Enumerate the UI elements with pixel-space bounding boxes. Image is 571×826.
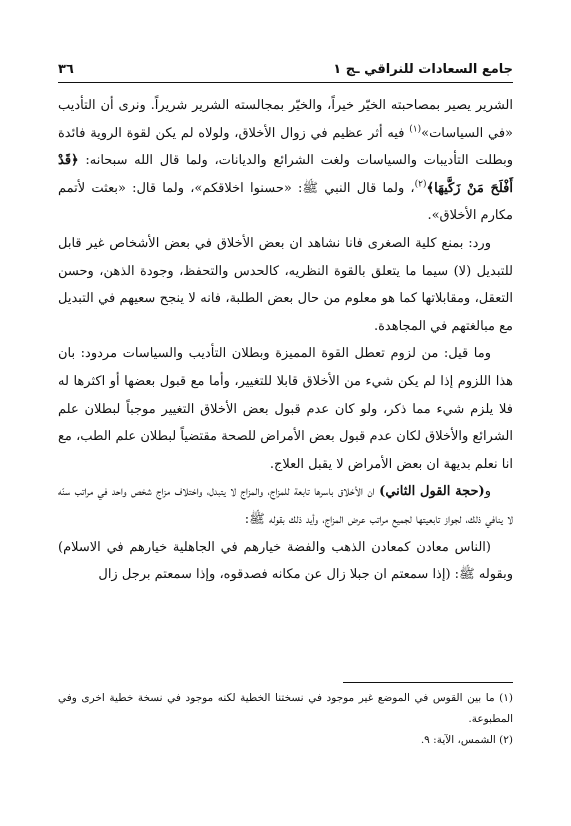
header-rule bbox=[58, 82, 513, 83]
paragraph-4-text: ان الأخلاق باسرها تابعة للمزاج، والمزاج لا يتبدل، واختلاف مزاج شخص واحد في مراتب سنّه لا ينافي ذلك، لجواز تابعيتها لجميع مراتب عرض المزاج، وأيد ذلك بقوله ﷺ: bbox=[58, 484, 513, 527]
running-header bbox=[58, 58, 513, 80]
paragraph-4 bbox=[58, 478, 513, 533]
book-title: جامع السعادات للنراقي ـج ١ bbox=[333, 61, 513, 77]
footnote-rule bbox=[343, 682, 513, 683]
paragraph-4-prefix: و bbox=[484, 484, 491, 500]
quran-verse: ﴿قَدْ أَفْلَحَ مَنْ زَكَّيهَا﴾ bbox=[58, 153, 513, 196]
paragraph-1-part-a: الشرير يصير بمصاحبته الخيّر خيراً، والخيّر بمجالسته الشرير شريراً. ونرى أن التأديب «في السياسات» bbox=[58, 98, 513, 141]
paragraph-3: وما قيل: من لزوم تعطل القوة المميزة وبطلان التأديب والسياسات مردود: بان هذا اللزوم إذا لم يكن شيء من الأخلاق قابلا للتغيير، وأما مع قبول بعضها أو اكثرها له فلا يلزم شيء مما ذكر، ولو كان عدم قبول بعض الأخلاق التغيير موجباً لبطلان علم الشرائع والأخلاق لكان عدم قبول بعض الأمراض للصحة مقتضياً لبطلان علم الطب، مع انا نعلم بديهة ان بعض الأمراض لا يقبل العلاج. bbox=[58, 346, 513, 472]
footnotes bbox=[58, 688, 513, 751]
paragraph-1-part-c: ، ولما قال النبي ﷺ: «حسنوا اخلاقكم»، ولما قال: «بعثت لأتمم مكارم الأخلاق». bbox=[58, 180, 513, 224]
paragraph-2: ورد: بمنع كلية الصغرى فانا نشاهد ان بعض الأخلاق في بعض الأشخاص غير قابل للتبديل (لا) سيما ما يتعلق بالقوة النظريه، كالحدس والتحفظ، وجودة الذهن، وحسن التعقل، ومقابلاتها كما هو معلوم من حال بعض الطلبة، فانه لا ينجح سعيهم في التبديل مع مبالغتهم في المجاهدة. bbox=[58, 235, 513, 334]
main-text bbox=[58, 92, 513, 589]
paragraph-1-part-b: فيه أثر عظيم في زوال الأخلاق، ولولاه لم يكن لقوة الروية فائدة وبطلت التأديبات والسياسات ولغت الشرائع والديانات، ولما قال الله سبحانه: bbox=[58, 125, 513, 169]
second-argument-heading: (حجة القول الثاني) bbox=[379, 484, 485, 500]
footnote-ref-1: (١) bbox=[409, 124, 422, 135]
page-number: ٣٦ bbox=[58, 61, 74, 77]
paragraph-1 bbox=[58, 92, 513, 230]
footnote-2: (٢) الشمس، الآية: ٩. bbox=[420, 734, 513, 746]
footnote-1: (١) ما بين القوس في الموضع غير موجود في نسختنا الخطية لكنه موجود في نسخة خطية اخرى وفي المطبوعة. bbox=[58, 692, 513, 725]
footnote-ref-2: (٢) bbox=[414, 179, 427, 190]
paragraph-5: (الناس معادن كمعادن الذهب والفضة خيارهم في الجاهلية خيارهم في الاسلام) وبقوله ﷺ: (إذا سمعتم ان جبلا زال عن مكانه فصدقوه، وإذا سمعتم برجل زال bbox=[58, 539, 513, 583]
